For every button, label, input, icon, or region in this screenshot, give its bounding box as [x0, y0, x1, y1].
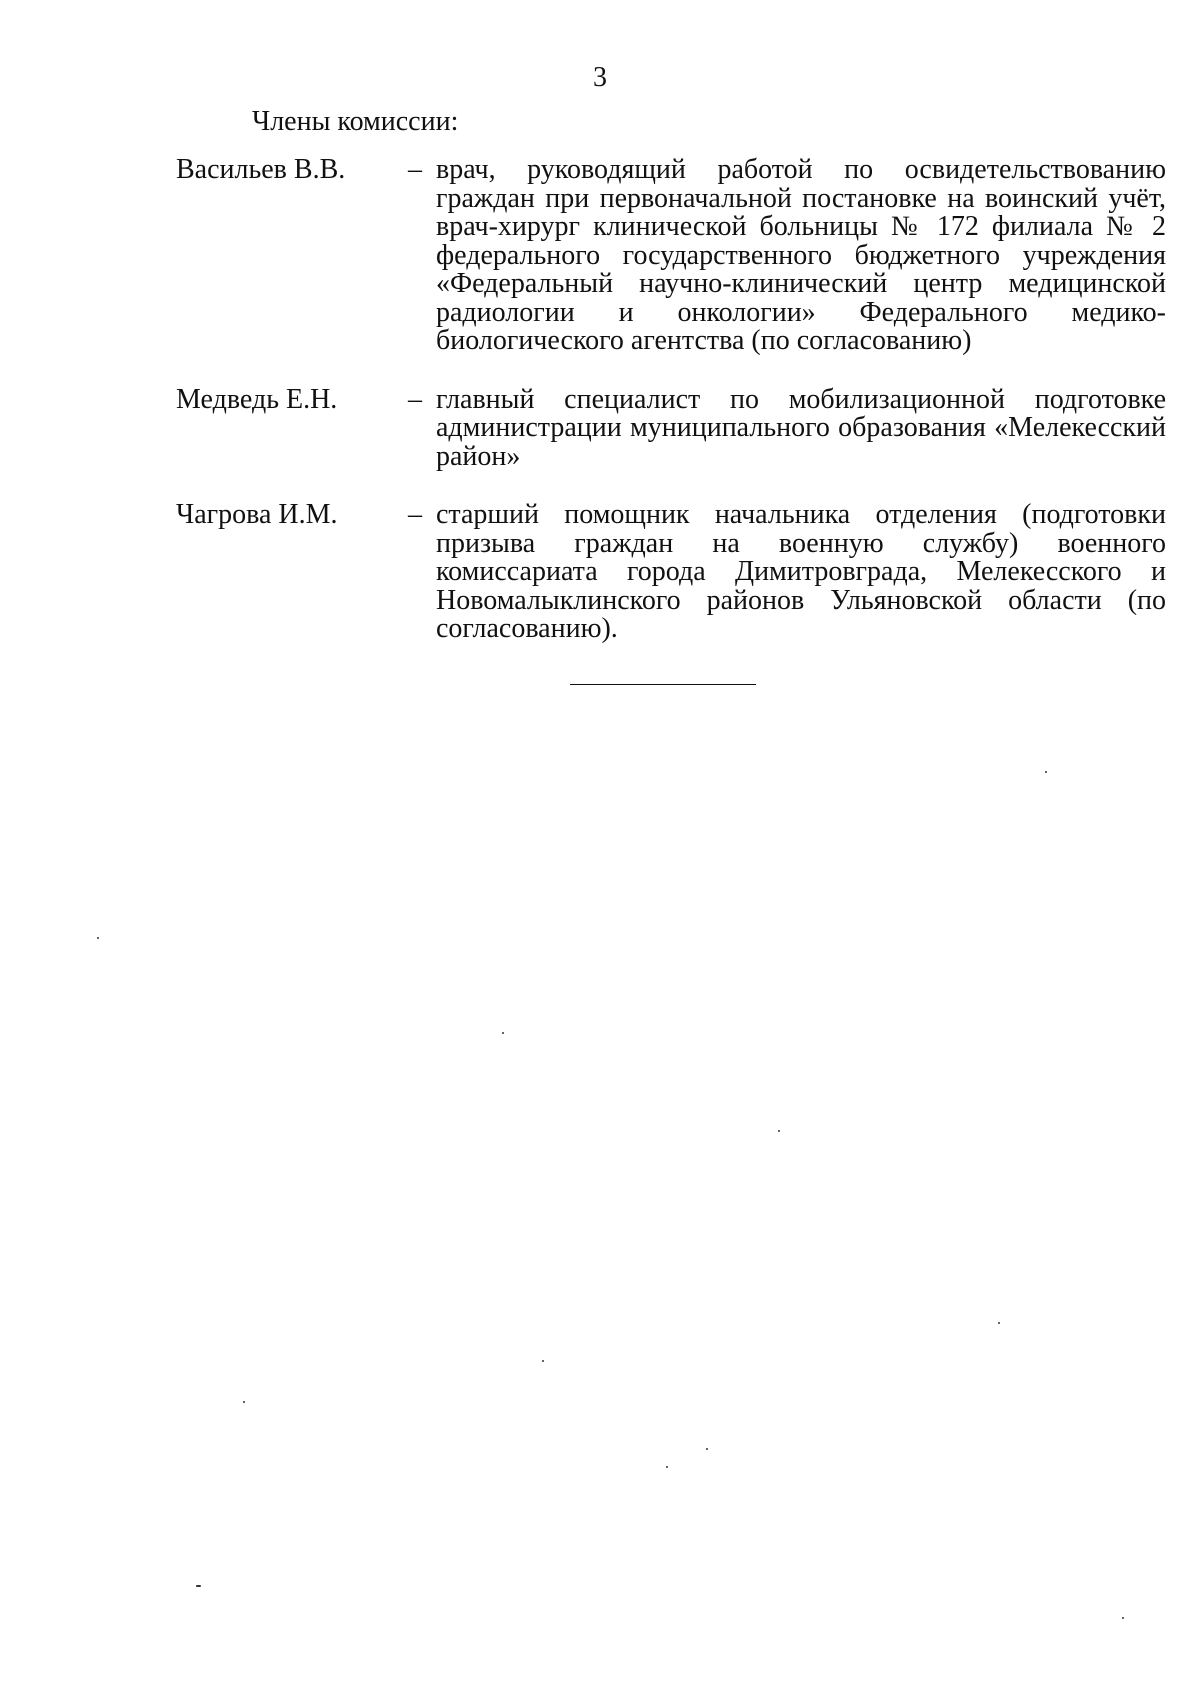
- member-name: Медведь Е.Н.: [176, 383, 338, 415]
- member-dash: –: [408, 499, 422, 530]
- page-number: 3: [593, 62, 607, 93]
- scan-speck: [196, 1585, 201, 1587]
- member-name: Васильев В.В.: [176, 154, 346, 185]
- member-entry: [176, 501, 1166, 644]
- scan-speck: [706, 1448, 708, 1450]
- section-heading: Члены комиссии:: [252, 106, 459, 137]
- scan-speck: [243, 1401, 245, 1403]
- member-entry: [176, 156, 1166, 356]
- commission-members-list: [176, 156, 1166, 644]
- member-role: врач, руководящий работой по освидетельствованию граждан при первоначальной постановке на воинский учёт, врач-хирург клинической больницы № 172 филиала № 2 федерального государственного бюджетного учреждения «Федеральный научно-клинический центр медицинской радиологии и онкологии» Федерального медико-биологического агентства (по согласованию): [436, 154, 1166, 356]
- scan-speck: [1122, 1617, 1124, 1619]
- scan-speck: [666, 1466, 668, 1468]
- scan-speck: [998, 1322, 1000, 1324]
- member-role: старший помощник начальника отделения (подготовки призыва граждан на военную службу) военного комиссариата города Димитровграда, Мелекесского и Новомалыклинского районов Ульяновской области (по согласованию).: [436, 499, 1166, 644]
- member-entry: [176, 383, 1166, 472]
- member-role: главный специалист по мобилизационной подготовке администрации муниципального образования «Мелекесский район»: [436, 383, 1166, 472]
- member-dash: –: [408, 383, 422, 415]
- member-name: Чагрова И.М.: [176, 499, 338, 530]
- scan-speck: [542, 1360, 544, 1362]
- scan-speck: [97, 937, 99, 939]
- end-of-document-rule: [570, 684, 756, 685]
- member-dash: –: [408, 154, 422, 185]
- scan-speck: [1045, 771, 1047, 773]
- scan-speck: [778, 1130, 780, 1132]
- scan-speck: [502, 1032, 504, 1034]
